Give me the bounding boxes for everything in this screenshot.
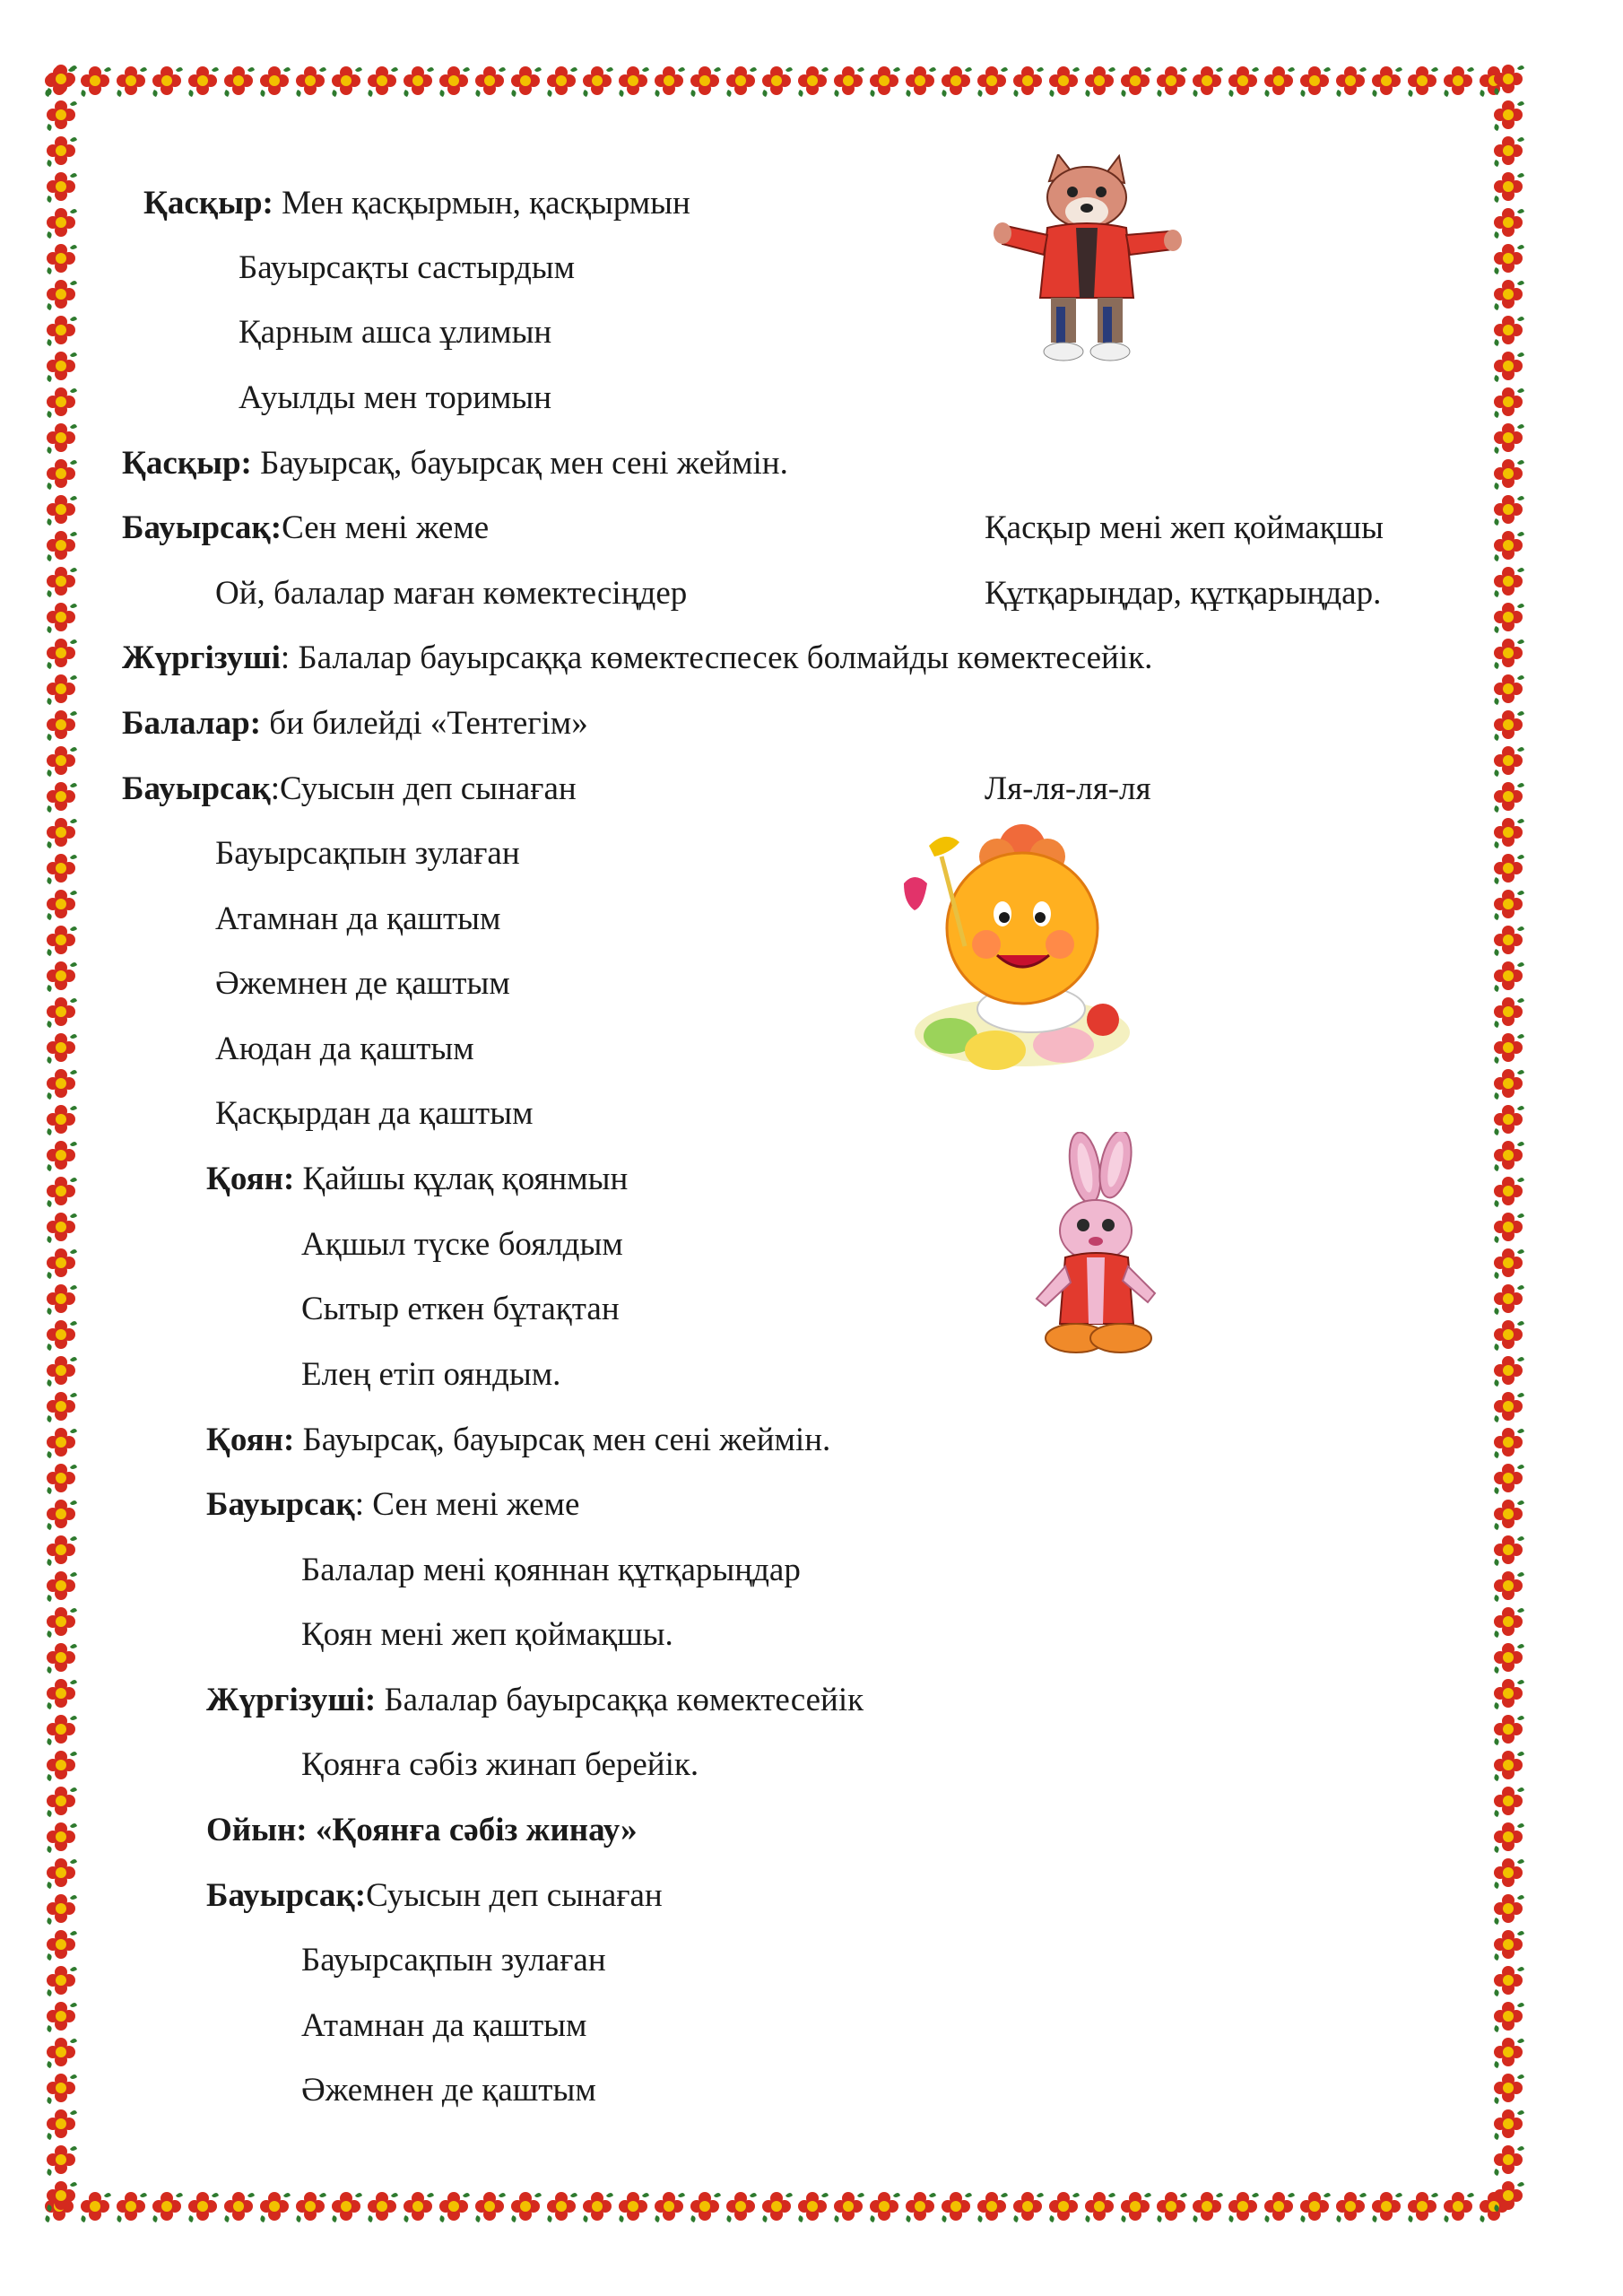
script-line	[215, 574, 687, 613]
flower-icon	[1490, 312, 1526, 348]
flower-icon	[794, 2188, 830, 2224]
flower-icon	[43, 814, 79, 850]
flower-icon	[43, 1245, 79, 1281]
script-line	[215, 964, 510, 1004]
flower-icon	[364, 63, 400, 99]
flower-icon	[43, 1962, 79, 1998]
flower-icon	[43, 1460, 79, 1496]
line-text: Сен мені жеме	[282, 509, 490, 546]
flower-icon	[43, 348, 79, 384]
line-text: Қоян мені жеп қоймақшы.	[301, 1616, 673, 1653]
flower-icon	[43, 671, 79, 707]
flower-icon	[938, 2188, 974, 2224]
flower-icon	[43, 1783, 79, 1819]
script-line	[301, 1355, 560, 1395]
flower-icon	[43, 204, 79, 240]
flower-icon	[400, 63, 436, 99]
right-column-line: Құтқарыңдар, құтқарыңдар.	[985, 575, 1382, 612]
script-line	[206, 1811, 638, 1850]
flower-icon	[43, 563, 79, 599]
flower-icon	[1490, 1675, 1526, 1711]
flower-icon	[543, 63, 579, 99]
flower-icon	[77, 2188, 113, 2224]
flower-icon	[43, 1352, 79, 1388]
flower-icon	[1490, 1747, 1526, 1783]
flower-icon	[43, 456, 79, 491]
line-text: : Балалар бауырсаққа көмектеспесек болмайды көмектесейік.	[280, 639, 1153, 676]
flower-icon	[43, 778, 79, 814]
script-line	[215, 834, 520, 874]
line-text: Бауырсақпын зулаған	[215, 835, 520, 872]
flower-icon	[938, 63, 974, 99]
flower-icon	[902, 2188, 938, 2224]
script-line	[122, 444, 788, 483]
flower-icon	[43, 1855, 79, 1891]
line-text: Елең етіп ояндым.	[301, 1356, 561, 1393]
speaker-name: Бауырсақ:	[122, 509, 282, 546]
flower-icon	[292, 63, 328, 99]
script-line	[215, 1094, 534, 1134]
flower-icon	[43, 1030, 79, 1065]
script-line	[143, 184, 690, 223]
line-text: Әжемнен де қаштым	[215, 965, 510, 1002]
script-line	[122, 509, 489, 548]
line-text: би билейді «Тентегім»	[261, 705, 588, 742]
flower-icon	[43, 599, 79, 635]
flower-icon	[185, 63, 221, 99]
line-text: : Сен мені жеме	[354, 1486, 580, 1523]
flower-icon	[1225, 2188, 1261, 2224]
line-text: Аюдан да қаштым	[215, 1031, 474, 1067]
flower-icon	[43, 1604, 79, 1639]
script-line	[301, 1225, 623, 1265]
flower-icon	[1490, 169, 1526, 204]
flower-icon	[43, 133, 79, 169]
flower-icon	[436, 2188, 472, 2224]
flower-icon	[221, 2188, 256, 2224]
line-text: Ауылды мен торимын	[239, 379, 552, 416]
flower-icon	[1490, 1424, 1526, 1460]
flower-icon	[43, 1388, 79, 1424]
flower-icon	[1490, 1568, 1526, 1604]
script-line	[206, 1160, 628, 1199]
script-line	[206, 1421, 830, 1460]
flower-icon	[1490, 491, 1526, 527]
flower-icon	[185, 2188, 221, 2224]
flower-icon	[1490, 1496, 1526, 1532]
flower-icon	[866, 63, 902, 99]
script-line	[215, 900, 500, 939]
flower-icon	[1490, 922, 1526, 958]
flower-icon	[43, 1747, 79, 1783]
flower-icon	[43, 1424, 79, 1460]
flower-icon	[723, 2188, 759, 2224]
flower-icon	[472, 63, 508, 99]
flower-icon	[508, 2188, 543, 2224]
line-text: Ой, балалар маған көмектесіңдер	[215, 575, 688, 612]
flower-icon	[1490, 204, 1526, 240]
flower-icon	[759, 63, 794, 99]
flower-icon	[43, 384, 79, 420]
line-text: Балалар мені қояннан құтқарыңдар	[301, 1552, 801, 1588]
flower-icon	[43, 2034, 79, 2070]
line-text: Қайшы құлақ қоянмын	[294, 1161, 629, 1197]
speaker-name: Қасқыр:	[122, 445, 252, 482]
script-line	[206, 1485, 579, 1525]
line-text: Мен қасқырмын, қасқырмын	[273, 185, 690, 222]
flower-icon	[651, 2188, 687, 2224]
right-column-line: Ля-ля-ля-ля	[985, 770, 1151, 807]
flower-icon	[43, 958, 79, 994]
flower-icon	[1490, 1030, 1526, 1065]
flower-icon	[1490, 707, 1526, 743]
flower-icon	[43, 2070, 79, 2106]
flower-icon	[1490, 133, 1526, 169]
speaker-name: Бауырсақ:	[206, 1877, 367, 1914]
line-text: Бауырсақ, бауырсақ мен сені жеймін.	[251, 445, 788, 482]
top-flower-border	[41, 61, 1528, 100]
flower-icon	[1490, 456, 1526, 491]
flower-icon	[1010, 63, 1046, 99]
flower-icon	[328, 63, 364, 99]
flower-icon	[256, 63, 292, 99]
flower-icon	[43, 491, 79, 527]
flower-icon	[43, 1532, 79, 1568]
flower-icon	[1490, 2034, 1526, 2070]
flower-icon	[1189, 63, 1225, 99]
script-line	[301, 2071, 596, 2110]
line-text: Әжемнен де қаштым	[301, 2072, 596, 2109]
flower-icon	[400, 2188, 436, 2224]
flower-icon	[1490, 1388, 1526, 1424]
flower-icon	[1490, 240, 1526, 276]
flower-icon	[43, 994, 79, 1030]
line-text: Атамнан да қаштым	[301, 2007, 587, 2044]
flower-icon	[364, 2188, 400, 2224]
flower-icon	[472, 2188, 508, 2224]
line-text: Қарным ашса ұлимын	[239, 314, 552, 351]
flower-icon	[1261, 2188, 1297, 2224]
flower-icon	[687, 63, 723, 99]
line-text: Балалар бауырсаққа көмектесейік	[376, 1682, 864, 1718]
flower-icon	[149, 63, 185, 99]
flower-icon	[1332, 2188, 1368, 2224]
flower-icon	[43, 312, 79, 348]
flower-icon	[1490, 886, 1526, 922]
right-column-line: Қасқыр мені жеп қоймақшы	[985, 509, 1384, 546]
flower-icon	[43, 743, 79, 778]
flower-icon	[1490, 2178, 1526, 2213]
flower-icon	[1490, 348, 1526, 384]
flower-icon	[1490, 1101, 1526, 1137]
flower-icon	[1261, 63, 1297, 99]
flower-icon	[508, 63, 543, 99]
flower-icon	[43, 635, 79, 671]
script-line	[239, 248, 575, 288]
flower-icon	[436, 63, 472, 99]
flower-icon	[1490, 1926, 1526, 1962]
flower-icon	[1490, 61, 1526, 97]
flower-icon	[292, 2188, 328, 2224]
flower-icon	[1490, 850, 1526, 886]
flower-icon	[43, 240, 79, 276]
flower-icon	[615, 2188, 651, 2224]
flower-icon	[77, 63, 113, 99]
speaker-name: Бауырсақ	[122, 770, 271, 807]
speaker-name: Ойын: «Қоянға сәбіз жинау»	[206, 1812, 638, 1848]
speaker-name: Балалар:	[122, 705, 262, 742]
flower-icon	[1490, 527, 1526, 563]
script-line	[239, 313, 551, 352]
script-line	[301, 1745, 699, 1785]
flower-icon	[1010, 2188, 1046, 2224]
flower-icon	[1490, 778, 1526, 814]
flower-icon	[1046, 2188, 1081, 2224]
flower-icon	[113, 63, 149, 99]
flower-icon	[43, 1065, 79, 1101]
flower-icon	[1490, 1783, 1526, 1819]
flower-icon	[1490, 2142, 1526, 2178]
script-line	[206, 1681, 864, 1720]
speaker-name: Қоян:	[206, 1422, 295, 1458]
flower-icon	[794, 63, 830, 99]
flower-icon	[1490, 563, 1526, 599]
flower-icon	[1490, 1173, 1526, 1209]
flower-icon	[1490, 1532, 1526, 1568]
flower-icon	[1490, 1891, 1526, 1926]
line-text: :Суысын деп сынаған	[270, 770, 577, 807]
flower-icon	[1153, 63, 1189, 99]
flower-icon	[43, 1317, 79, 1352]
flower-icon	[974, 63, 1010, 99]
line-text: Атамнан да қаштым	[215, 900, 501, 937]
flower-icon	[1490, 994, 1526, 1030]
flower-icon	[1368, 2188, 1404, 2224]
flower-icon	[43, 1998, 79, 2034]
flower-icon	[1490, 671, 1526, 707]
line-text: Бауырсақты састырдым	[239, 249, 576, 286]
flower-icon	[328, 2188, 364, 2224]
flower-icon	[1490, 958, 1526, 994]
wolf-illustration	[994, 154, 1182, 366]
script-line	[206, 1876, 663, 1916]
flower-icon	[1153, 2188, 1189, 2224]
flower-icon	[113, 2188, 149, 2224]
flower-icon	[579, 2188, 615, 2224]
flower-icon	[1081, 2188, 1117, 2224]
flower-icon	[1189, 2188, 1225, 2224]
flower-icon	[43, 420, 79, 456]
flower-icon	[1490, 1137, 1526, 1173]
script-line	[122, 704, 588, 744]
flower-icon	[759, 2188, 794, 2224]
line-text: Бауырсақ, бауырсақ мен сені жеймін.	[294, 1422, 831, 1458]
flower-icon	[830, 63, 866, 99]
speaker-name: Жүргізуші:	[206, 1682, 377, 1718]
script-line	[215, 1030, 474, 1069]
flower-icon	[1490, 1281, 1526, 1317]
rabbit-illustration	[1029, 1132, 1164, 1365]
line-text: Бауырсақпын зулаған	[301, 1942, 606, 1979]
flower-icon	[1490, 2106, 1526, 2142]
flower-icon	[1490, 1604, 1526, 1639]
flower-icon	[43, 1711, 79, 1747]
line-text: Суысын деп сынаған	[366, 1877, 663, 1914]
flower-icon	[1490, 1209, 1526, 1245]
flower-icon	[1490, 1711, 1526, 1747]
flower-icon	[43, 1173, 79, 1209]
script-line	[301, 1941, 606, 1980]
flower-icon	[1490, 599, 1526, 635]
flower-icon	[1404, 2188, 1440, 2224]
speaker-name: Жүргізуші	[122, 639, 281, 676]
flower-icon	[1081, 63, 1117, 99]
flower-icon	[43, 97, 79, 133]
flower-icon	[43, 1281, 79, 1317]
flower-icon	[1117, 2188, 1153, 2224]
script-line	[122, 639, 1152, 678]
flower-icon	[43, 1101, 79, 1137]
flower-icon	[43, 1891, 79, 1926]
flower-icon	[43, 2142, 79, 2178]
flower-icon	[615, 63, 651, 99]
flower-icon	[43, 1568, 79, 1604]
flower-icon	[1490, 420, 1526, 456]
flower-icon	[1490, 1639, 1526, 1675]
flower-icon	[1490, 743, 1526, 778]
flower-icon	[1490, 635, 1526, 671]
flower-icon	[543, 2188, 579, 2224]
speaker-name: Бауырсақ	[206, 1486, 355, 1523]
line-text: Сытыр еткен бұтақтан	[301, 1291, 620, 1327]
flower-icon	[1046, 63, 1081, 99]
flower-icon	[1490, 97, 1526, 133]
flower-icon	[1225, 63, 1261, 99]
flower-icon	[1490, 1065, 1526, 1101]
flower-icon	[866, 2188, 902, 2224]
flower-icon	[1490, 1855, 1526, 1891]
flower-icon	[1490, 1352, 1526, 1388]
flower-icon	[1490, 2070, 1526, 2106]
flower-icon	[1368, 63, 1404, 99]
script-line	[239, 378, 551, 418]
flower-icon	[221, 63, 256, 99]
flower-icon	[43, 886, 79, 922]
flower-icon	[1332, 63, 1368, 99]
flower-icon	[1490, 1998, 1526, 2034]
flower-icon	[1404, 63, 1440, 99]
flower-icon	[43, 922, 79, 958]
bauyrsak-illustration	[888, 821, 1139, 1081]
flower-icon	[830, 2188, 866, 2224]
flower-icon	[1490, 1819, 1526, 1855]
flower-icon	[149, 2188, 185, 2224]
flower-icon	[43, 1926, 79, 1962]
flower-icon	[1490, 384, 1526, 420]
flower-icon	[43, 1819, 79, 1855]
flower-icon	[43, 1496, 79, 1532]
flower-icon	[43, 1137, 79, 1173]
flower-icon	[43, 2178, 79, 2213]
flower-icon	[1490, 814, 1526, 850]
right-flower-border	[1488, 61, 1528, 2226]
flower-icon	[43, 707, 79, 743]
flower-icon	[43, 1675, 79, 1711]
flower-icon	[1297, 2188, 1332, 2224]
flower-icon	[256, 2188, 292, 2224]
speaker-name: Қоян:	[206, 1161, 295, 1197]
speaker-name: Қасқыр:	[143, 185, 273, 222]
line-text: Ақшыл түске боялдым	[301, 1226, 623, 1263]
flower-icon	[43, 2106, 79, 2142]
flower-icon	[902, 63, 938, 99]
script-line	[301, 1615, 673, 1655]
flower-icon	[723, 63, 759, 99]
script-line	[122, 770, 577, 809]
flower-icon	[43, 61, 79, 97]
flower-icon	[43, 276, 79, 312]
flower-icon	[687, 2188, 723, 2224]
flower-icon	[1490, 276, 1526, 312]
script-line	[301, 1290, 620, 1329]
flower-icon	[43, 1209, 79, 1245]
flower-icon	[1490, 1962, 1526, 1998]
flower-icon	[1117, 63, 1153, 99]
bottom-flower-border	[41, 2187, 1528, 2226]
flower-icon	[974, 2188, 1010, 2224]
flower-icon	[43, 527, 79, 563]
flower-icon	[1490, 1317, 1526, 1352]
flower-icon	[43, 850, 79, 886]
flower-icon	[1440, 63, 1476, 99]
flower-icon	[651, 63, 687, 99]
flower-icon	[1297, 63, 1332, 99]
flower-icon	[43, 169, 79, 204]
script-line	[301, 1551, 801, 1590]
left-flower-border	[41, 61, 81, 2226]
flower-icon	[1440, 2188, 1476, 2224]
flower-icon	[1490, 1460, 1526, 1496]
line-text: Қасқырдан да қаштым	[215, 1095, 534, 1132]
flower-icon	[579, 63, 615, 99]
script-line	[301, 2006, 586, 2046]
flower-icon	[1490, 1245, 1526, 1281]
flower-icon	[43, 1639, 79, 1675]
line-text: Қоянға сәбіз жинап берейік.	[301, 1746, 699, 1783]
